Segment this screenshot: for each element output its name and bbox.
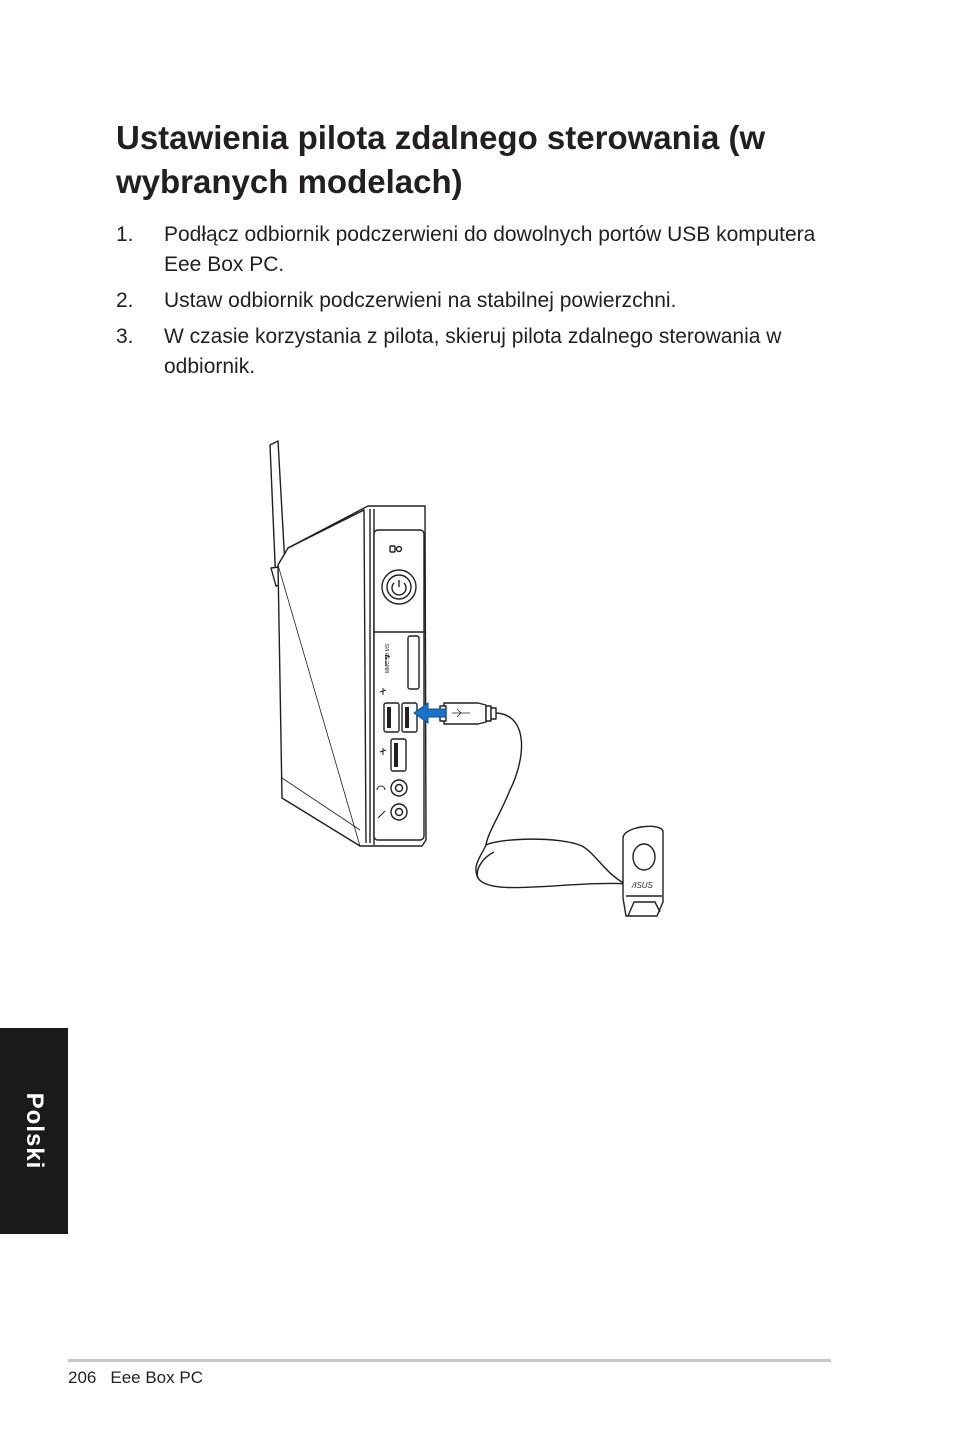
usb-plug-icon	[440, 703, 496, 724]
step-text: Podłącz odbiornik podczerwieni do dowolnych portów USB komputera Eee Box PC.	[164, 223, 816, 276]
asus-logo: /ISUS	[632, 881, 653, 890]
ir-receiver-connection-illustration	[262, 436, 672, 926]
instruction-steps	[116, 220, 836, 388]
step-item	[116, 286, 836, 316]
ir-receiver-icon	[623, 826, 663, 916]
page-title: Ustawienia pilota zdalnego sterowania (w wybranych modelach)	[116, 119, 766, 200]
footer-divider	[68, 1359, 831, 1362]
page-footer	[68, 1368, 217, 1388]
step-number: 2.	[116, 289, 134, 312]
step-text: Ustaw odbiornik podczerwieni na stabilnej powierzchni.	[164, 289, 677, 312]
step-item	[116, 322, 836, 382]
step-number: 3.	[116, 325, 134, 348]
language-tab-label: Polski	[21, 1092, 48, 1170]
step-item	[116, 220, 836, 280]
language-tab	[0, 1028, 68, 1234]
svg-text:MMC SD MS: MMC SD MS	[385, 643, 391, 673]
step-text: W czasie korzystania z pilota, skieruj pilota zdalnego sterowania w odbiornik.	[164, 325, 782, 378]
step-number: 1.	[116, 223, 134, 246]
page-number: 206	[68, 1368, 97, 1387]
product-name: Eee Box PC	[110, 1368, 203, 1387]
usb-cable	[476, 713, 630, 888]
